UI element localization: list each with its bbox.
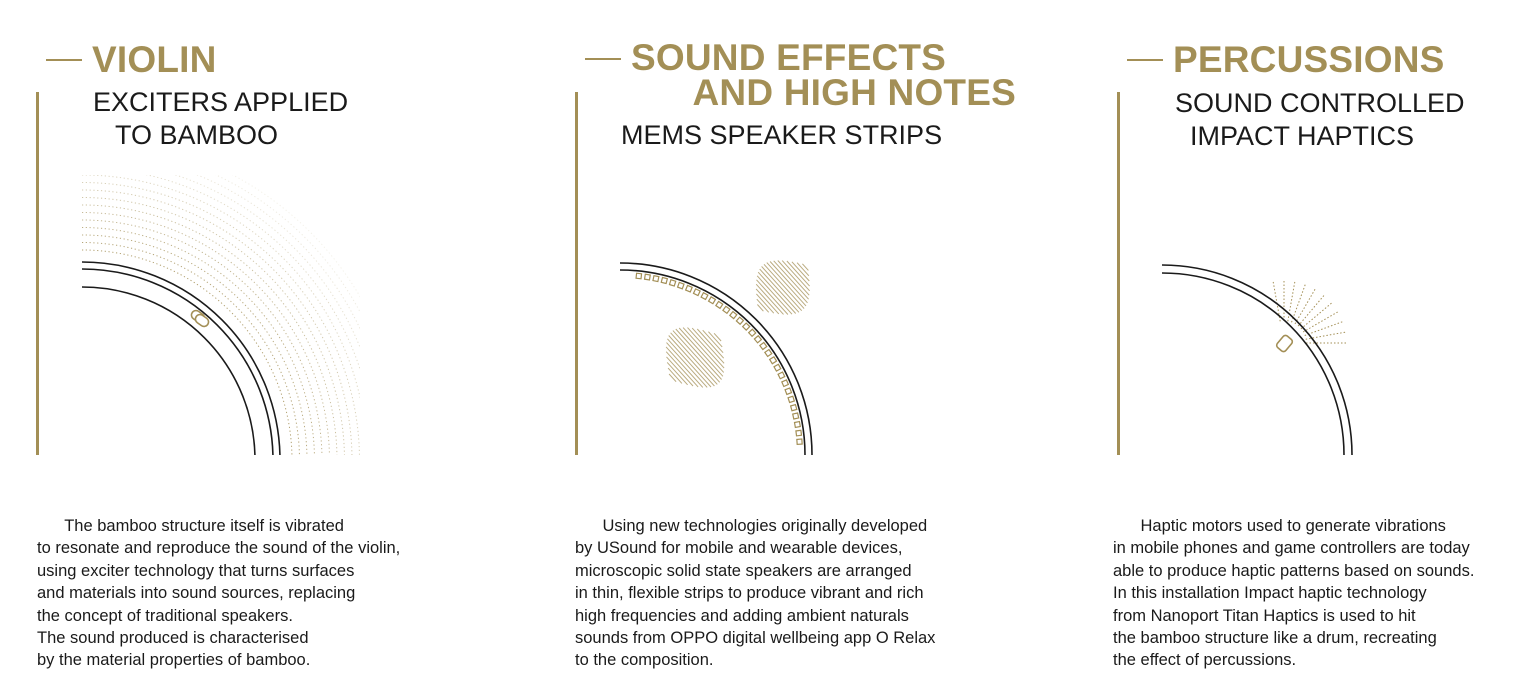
section-percussions — [1080, 0, 1536, 690]
section-accent-bar — [36, 92, 39, 455]
sound-wave-arcs — [82, 175, 360, 460]
exciter-icon — [190, 309, 211, 328]
section-subtitle: MEMS SPEAKER STRIPS — [621, 120, 943, 150]
section-sound-effects — [540, 0, 1080, 690]
section-title: SOUND EFFECTS AND HIGH NOTES — [631, 37, 1016, 113]
haptic-motor-icon — [1275, 334, 1293, 353]
section-description: Using new technologies originally developed by USound for mobile and wearable devices, microscopic solid state speakers are arranged in thin, flexible strips to produce vibrant and rich high frequencies and adding ambient naturals sounds from OPPO digital wellbeing app O Relax to the composition. — [575, 517, 936, 670]
section-subtitle: EXCITERS APPLIED TO BAMBOO — [93, 87, 349, 150]
section-subtitle: SOUND CONTROLLED IMPACT HAPTICS — [1175, 88, 1465, 151]
section-accent-bar — [575, 92, 578, 455]
section-title: PERCUSSIONS — [1173, 39, 1445, 80]
title-dash — [1127, 59, 1163, 61]
section-description: Haptic motors used to generate vibrations in mobile phones and game controllers are today able to produce haptic patterns based on sounds. In this installation Impact haptic technology from Nanoport Titan Haptics is used to hit the bamboo structure like a drum, recreating the effect of percussions. — [1113, 517, 1475, 670]
mems-speaker-illustration — [600, 245, 900, 460]
bamboo-ring — [1162, 265, 1352, 455]
section-description: The bamboo structure itself is vibrated to resonate and reproduce the sound of the violin, using exciter technology that turns surfaces and materials into sound sources, replacing the concept of traditional speakers. The sound produced is characterised by the material properties of bamboo. — [37, 517, 401, 670]
bamboo-ring — [82, 262, 280, 460]
section-title: VIOLIN — [92, 39, 217, 80]
title-dash — [585, 58, 621, 60]
impact-haptics-illustration — [1140, 255, 1440, 460]
section-accent-bar — [1117, 92, 1120, 455]
section-violin — [0, 0, 520, 690]
title-dash — [46, 59, 82, 61]
violin-exciter-illustration — [60, 175, 360, 460]
radiating-wave-lines — [666, 261, 810, 388]
impact-burst-lines — [1273, 281, 1346, 343]
